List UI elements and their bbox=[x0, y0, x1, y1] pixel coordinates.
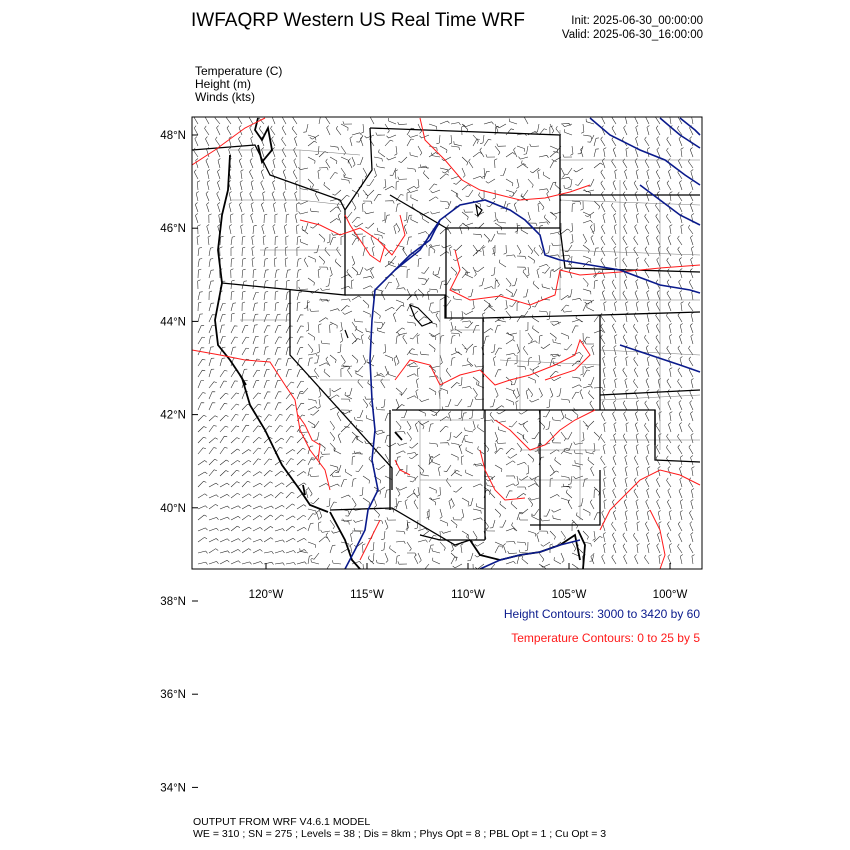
lat-tick-label: 40°N bbox=[160, 502, 186, 515]
field-temperature-label: Temperature (C) bbox=[195, 64, 283, 78]
temperature-contours bbox=[192, 118, 700, 569]
wind-barbs bbox=[194, 115, 695, 574]
lat-tick-label: 36°N bbox=[160, 689, 186, 702]
lon-tick-label: 115°W bbox=[350, 589, 384, 601]
county-boundaries bbox=[230, 130, 700, 530]
height-contours bbox=[345, 118, 700, 569]
lat-tick-label: 46°N bbox=[160, 223, 186, 236]
lat-tick-label: 44°N bbox=[160, 316, 186, 329]
lat-tick-label: 42°N bbox=[160, 409, 186, 422]
lat-tick-label: 48°N bbox=[160, 130, 186, 142]
lat-tick-label: 34°N bbox=[160, 782, 186, 795]
lat-tick-label: 38°N bbox=[160, 596, 186, 608]
temperature-contour-legend: Temperature Contours: 0 to 25 by 5 bbox=[511, 631, 700, 645]
init-time: Init: 2025-06-30_00:00:00 bbox=[571, 15, 703, 27]
model-config-line: WE = 310 ; SN = 275 ; Levels = 38 ; Dis = 8km ; Phys Opt = 8 ; PBL Opt = 1 ; Cu Opt = 3 bbox=[193, 828, 607, 840]
map-frame bbox=[192, 117, 702, 569]
wind-barb-field bbox=[194, 115, 695, 574]
map-content bbox=[192, 115, 700, 574]
height-contour-legend: Height Contours: 3000 to 3420 by 60 bbox=[503, 607, 700, 621]
valid-time: Valid: 2025-06-30_16:00:00 bbox=[561, 29, 703, 41]
field-height-label: Height (m) bbox=[195, 77, 252, 91]
lon-tick-label: 100°W bbox=[652, 589, 688, 601]
map-title: IWFAQRP Western US Real Time WRF bbox=[191, 10, 525, 31]
field-winds-label: Winds (kts) bbox=[195, 90, 255, 104]
lon-tick-label: 105°W bbox=[551, 589, 587, 601]
lon-tick-label: 120°W bbox=[248, 589, 284, 601]
lon-tick-label: 110°W bbox=[451, 589, 485, 601]
model-output-line: OUTPUT FROM WRF V4.6.1 MODEL bbox=[193, 816, 371, 828]
